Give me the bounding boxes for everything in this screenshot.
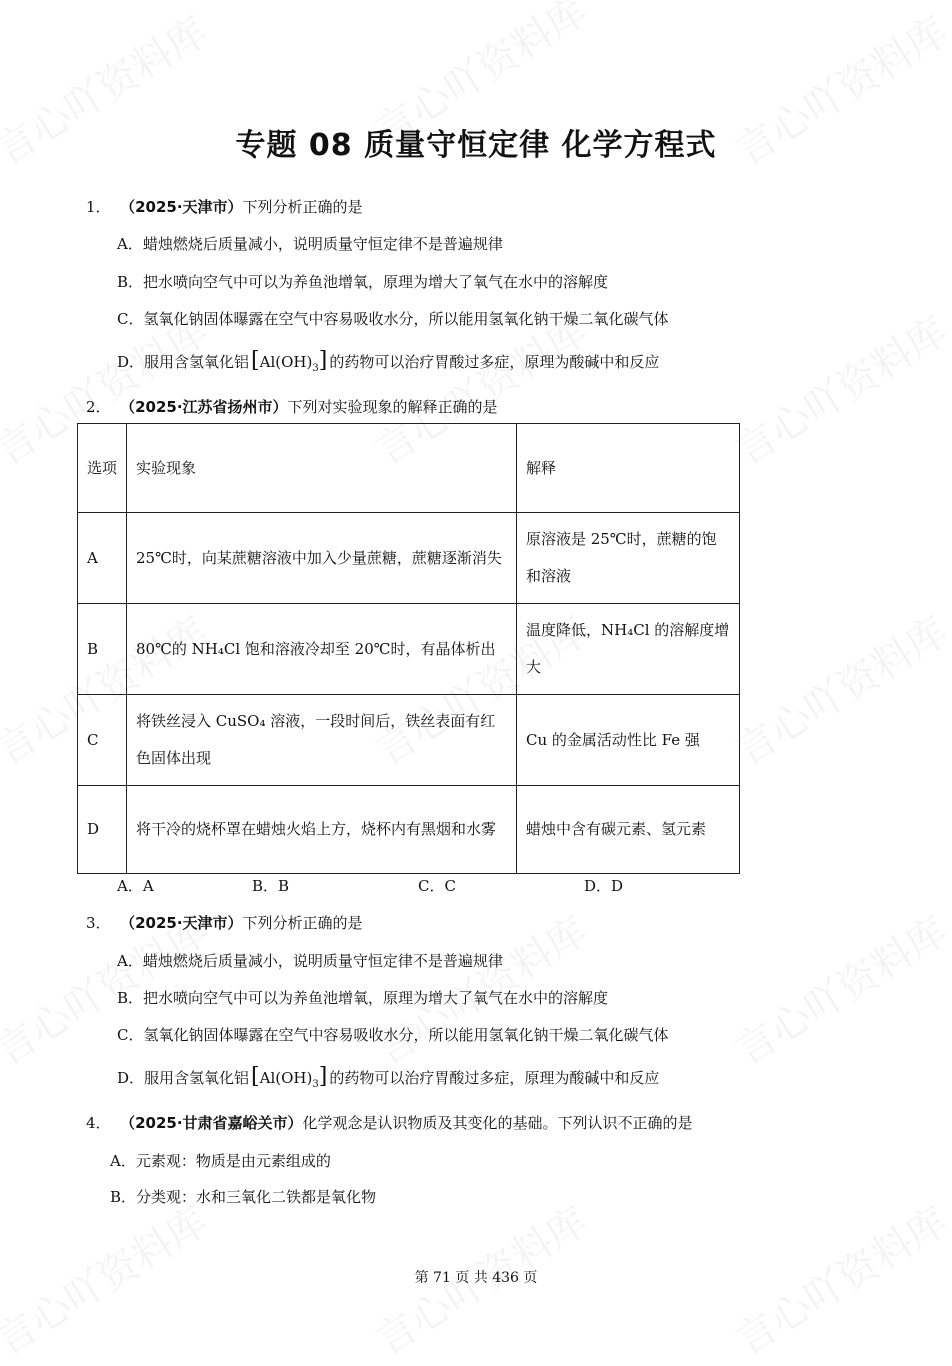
question-text: 下列对实验现象的解释正确的是: [287, 398, 498, 416]
option-b: B．把水喷向空气中可以为养鱼池增氧，原理为增大了氧气在水中的溶解度: [117, 273, 609, 291]
table-header-row: [78, 424, 740, 513]
formula-aluminum-hydroxide: $[Al(OH)_3]$: [251, 1064, 328, 1090]
row-option: A: [78, 513, 127, 604]
option-c: C．氢氧化钠固体曝露在空气中容易吸收水分，所以能用氢氧化钠干燥二氧化碳气体: [117, 1026, 669, 1044]
option-d: [117, 348, 659, 374]
question-text: 下列分析正确的是: [242, 914, 363, 932]
experiment-table: [77, 423, 740, 874]
question-source: （2025·江苏省扬州市）: [120, 398, 288, 416]
row-option: C: [78, 695, 127, 786]
watermark: [723, 901, 952, 1077]
header-phenomenon: 实验现象: [127, 424, 517, 513]
choice-c: C．C: [418, 877, 456, 895]
option-c: C．氢氧化钠固体曝露在空气中容易吸收水分，所以能用氢氧化钠干燥二氧化碳气体: [117, 310, 669, 328]
row-explanation: 蜡烛中含有碳元素、氢元素: [517, 786, 740, 874]
question-4-stem: [86, 1112, 693, 1133]
option-d-prefix: D．服用含氢氧化铝: [117, 1069, 250, 1087]
question-1-stem: [86, 196, 363, 217]
watermark: [723, 601, 952, 777]
option-d-suffix: 的药物可以治疗胃酸过多症，原理为酸碱中和反应: [329, 1069, 660, 1087]
question-source: （2025·天津市）: [120, 198, 243, 216]
option-d: [117, 1064, 659, 1090]
choice-b: B．B: [252, 877, 290, 895]
question-2-stem: [86, 396, 498, 417]
question-source: （2025·甘肃省嘉峪关市）: [120, 1114, 303, 1132]
row-phenomenon: 25℃时，向某蔗糖溶液中加入少量蔗糖，蔗糖逐渐消失: [127, 513, 517, 604]
option-a: A．蜡烛燃烧后质量减小，说明质量守恒定律不是普遍规律: [117, 235, 503, 253]
option-a: A．元素观：物质是由元素组成的: [110, 1152, 331, 1170]
row-phenomenon: 将干冷的烧杯罩在蜡烛火焰上方，烧杯内有黑烟和水雾: [127, 786, 517, 874]
formula-aluminum-hydroxide: $[Al(OH)_3]$: [251, 348, 328, 374]
table-row: [78, 604, 740, 695]
question-number: 2．: [86, 398, 111, 416]
table-row: [78, 695, 740, 786]
option-a: A．蜡烛燃烧后质量减小，说明质量守恒定律不是普遍规律: [117, 952, 503, 970]
row-explanation: 原溶液是 25℃时，蔗糖的饱和溶液: [517, 513, 740, 604]
row-explanation: Cu 的金属活动性比 Fe 强: [517, 695, 740, 786]
table-row: [78, 786, 740, 874]
table-row: [78, 513, 740, 604]
row-phenomenon: 80℃的 NH₄Cl 饱和溶液冷却至 20℃时，有晶体析出: [127, 604, 517, 695]
header-option: 选项: [78, 424, 127, 513]
row-phenomenon: 将铁丝浸入 CuSO₄ 溶液，一段时间后，铁丝表面有红色固体出现: [127, 695, 517, 786]
row-option: D: [78, 786, 127, 874]
page-footer: 第 71 页 共 436 页: [414, 1270, 538, 1286]
question-number: 4．: [86, 1114, 111, 1132]
question-number: 1．: [86, 198, 111, 216]
option-b: B．分类观：水和三氧化二铁都是氧化物: [110, 1188, 377, 1206]
option-b: B．把水喷向空气中可以为养鱼池增氧，原理为增大了氧气在水中的溶解度: [117, 989, 609, 1007]
question-3-stem: [86, 912, 363, 933]
question-text: 化学观念是认识物质及其变化的基础。下列认识不正确的是: [302, 1114, 693, 1132]
row-explanation: 温度降低，NH₄Cl 的溶解度增大: [517, 604, 740, 695]
watermark: [723, 301, 952, 477]
question-number: 3．: [86, 914, 111, 932]
header-explanation: 解释: [517, 424, 740, 513]
choice-d: D．D: [584, 877, 624, 895]
choice-a: A．A: [117, 877, 154, 895]
option-d-prefix: D．服用含氢氧化铝: [117, 353, 250, 371]
page-title: 专题 08 质量守恒定律 化学方程式: [235, 128, 717, 163]
option-d-suffix: 的药物可以治疗胃酸过多症，原理为酸碱中和反应: [329, 353, 660, 371]
row-option: B: [78, 604, 127, 695]
question-source: （2025·天津市）: [120, 914, 243, 932]
question-text: 下列分析正确的是: [242, 198, 363, 216]
